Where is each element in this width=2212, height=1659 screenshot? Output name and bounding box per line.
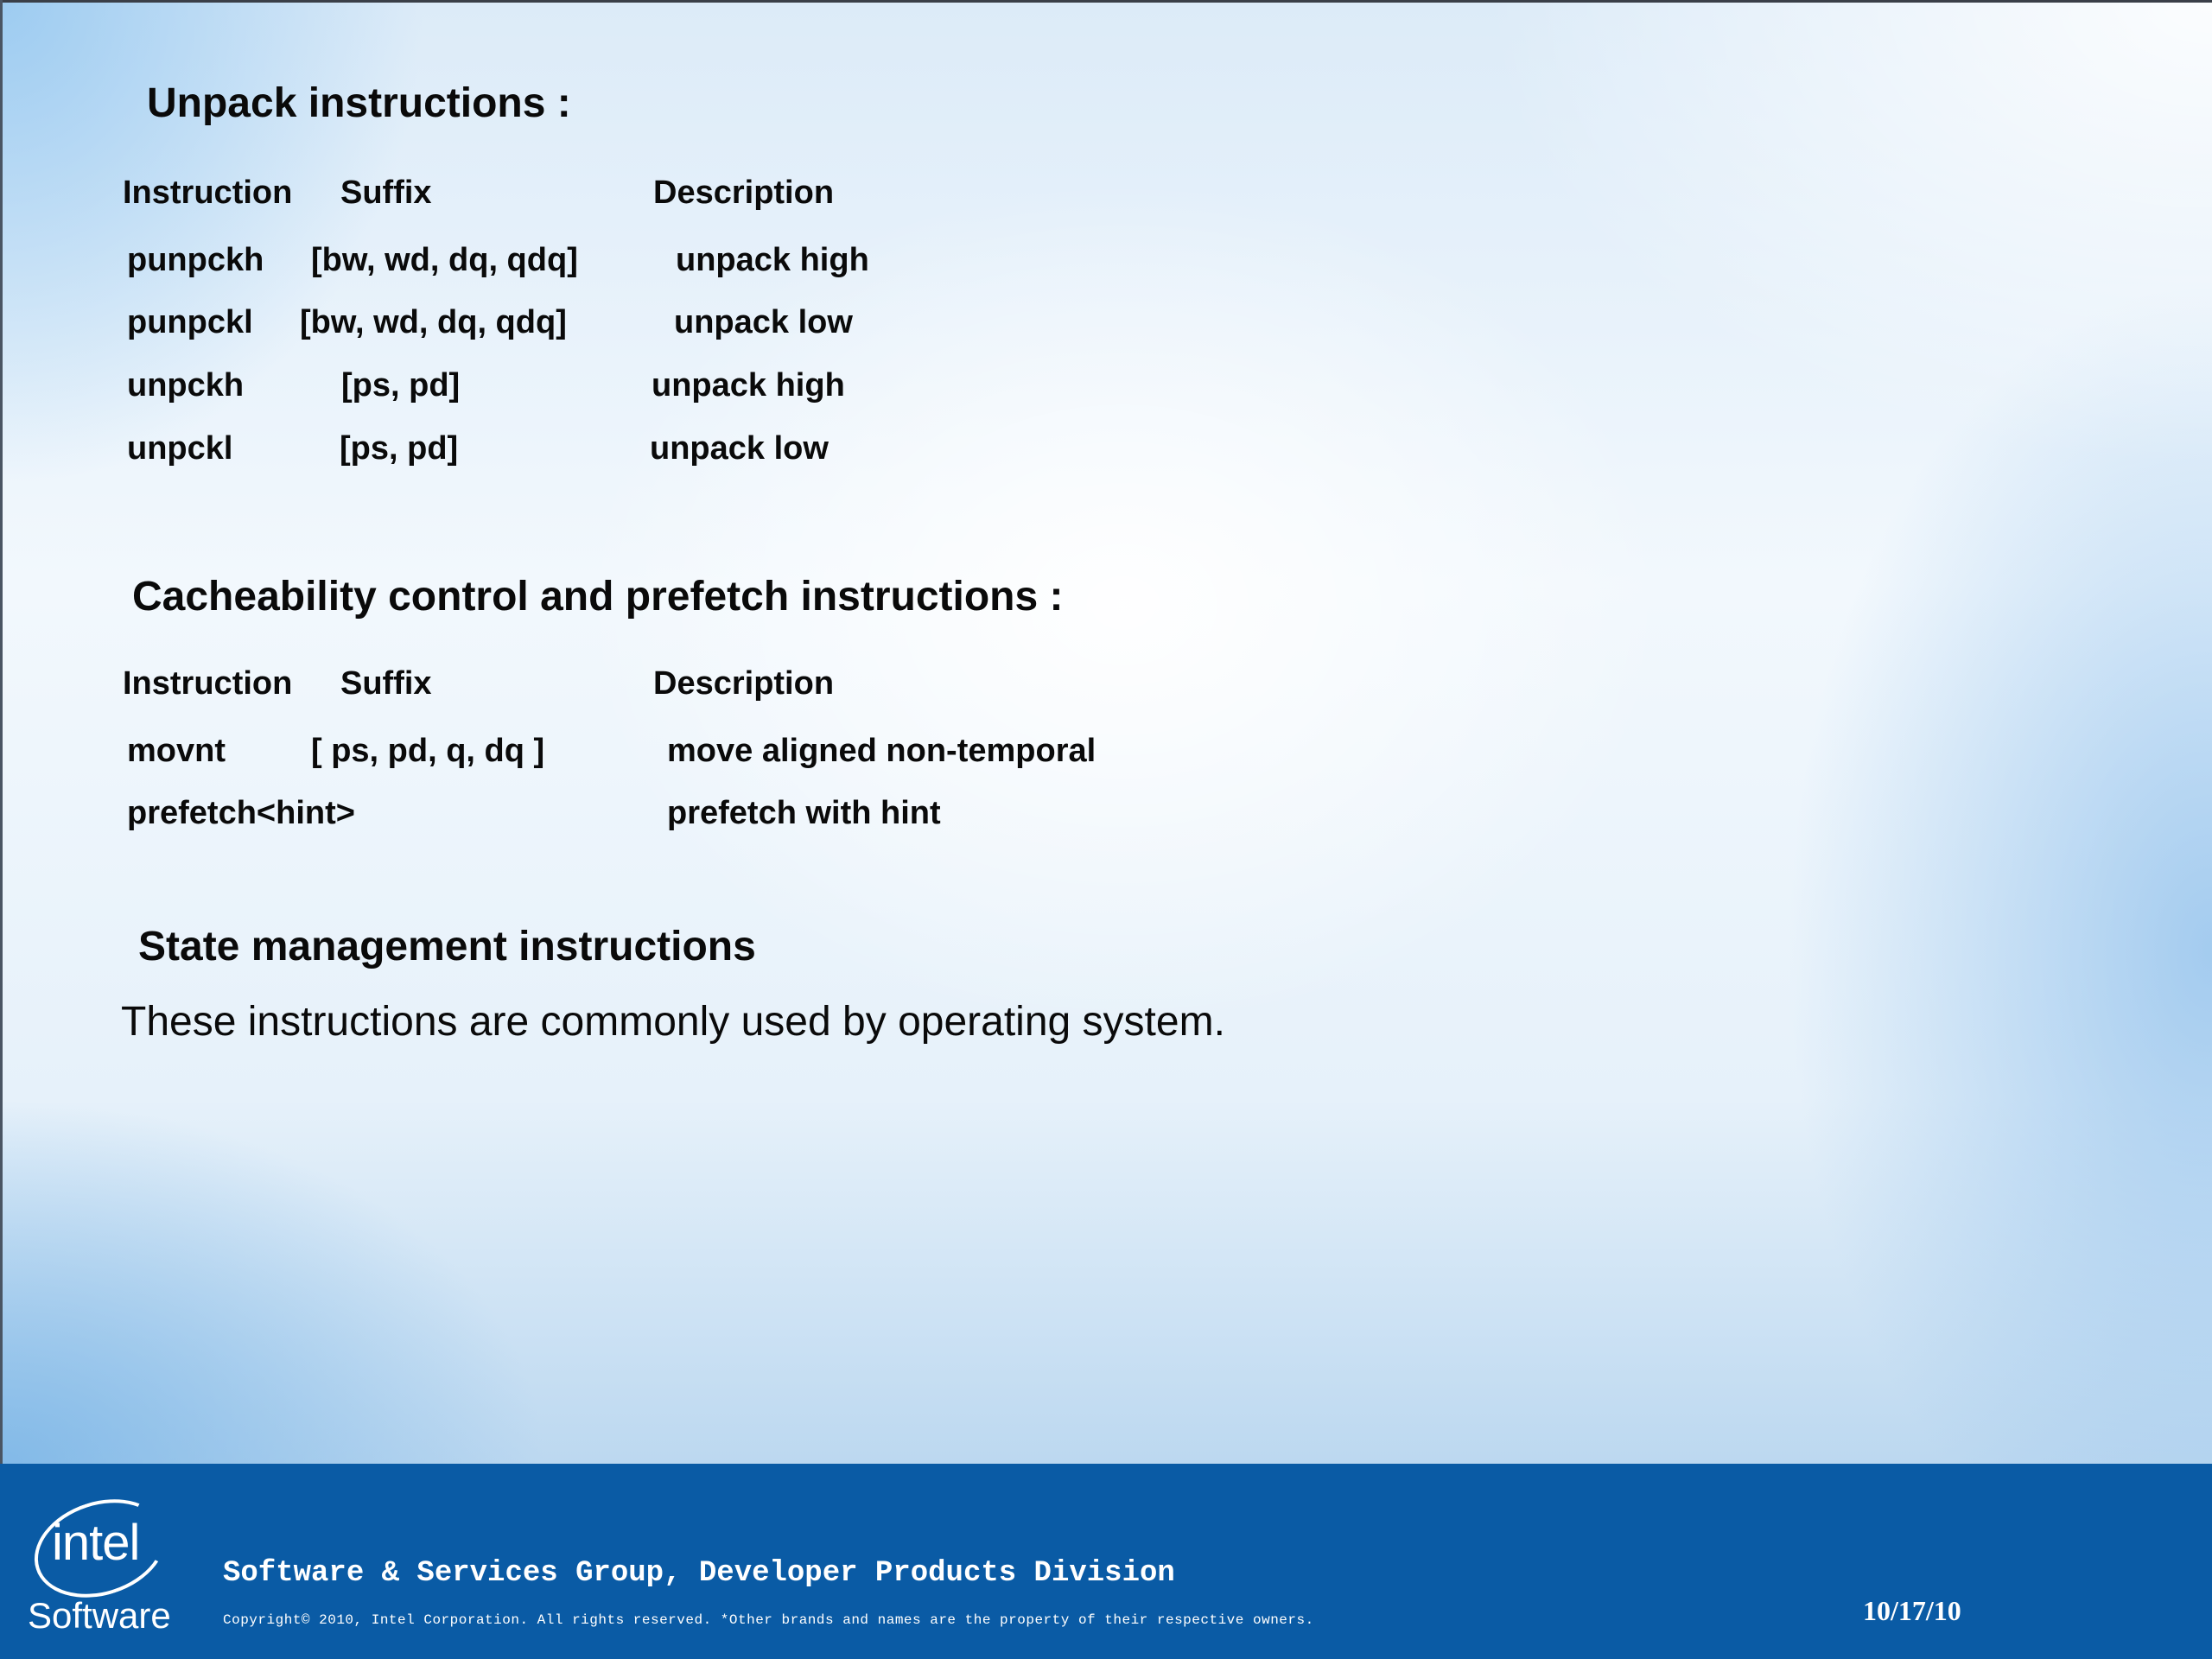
table-cell-description: unpack high	[652, 367, 845, 404]
table-cell-description: unpack low	[674, 304, 853, 340]
intel-logo	[26, 1498, 173, 1637]
cache-heading: Cacheability control and prefetch instructions :	[132, 574, 1064, 620]
cache-header-suffix: Suffix	[340, 665, 432, 702]
table-cell-suffix: [ ps, pd, q, dq ]	[311, 733, 545, 769]
state-heading: State management instructions	[138, 924, 756, 969]
table-cell-suffix: [ps, pd]	[340, 430, 459, 467]
top-border	[0, 0, 2212, 3]
table-cell-instruction: movnt	[127, 733, 226, 769]
table-cell-description: unpack high	[676, 242, 869, 278]
table-cell-description: prefetch with hint	[667, 795, 941, 831]
table-cell-instruction: unpckl	[127, 430, 233, 467]
table-cell-suffix: [ps, pd]	[341, 367, 461, 404]
table-cell-description: unpack low	[650, 430, 829, 467]
logo-wordmark: intel	[52, 1515, 140, 1571]
unpack-heading: Unpack instructions :	[147, 80, 571, 126]
cache-header-description: Description	[653, 665, 835, 702]
unpack-header-description: Description	[653, 175, 835, 211]
footer-copyright: Copyright© 2010, Intel Corporation. All rights reserved. *Other brands and names are the property of their respective owners.	[223, 1612, 1314, 1628]
logo-subtitle: Software	[28, 1595, 171, 1636]
footer-date: 10/17/10	[1863, 1595, 1961, 1626]
table-cell-instruction: punpckh	[127, 242, 264, 278]
footer-title: Software & Services Group, Developer Products Division	[223, 1557, 1175, 1590]
table-cell-suffix: [bw, wd, dq, qdq]	[300, 304, 567, 340]
table-cell-suffix: [bw, wd, dq, qdq]	[311, 242, 578, 278]
left-border	[0, 0, 3, 1464]
state-description: These instructions are commonly used by operating system.	[121, 999, 1225, 1045]
cache-header-instruction: Instruction	[123, 665, 293, 702]
table-cell-instruction: unpckh	[127, 367, 245, 404]
table-cell-description: move aligned non-temporal	[667, 733, 1096, 769]
unpack-header-instruction: Instruction	[123, 175, 293, 211]
unpack-header-suffix: Suffix	[340, 175, 432, 211]
footer-bar	[0, 1464, 2212, 1659]
table-cell-instruction: punpckl	[127, 304, 253, 340]
table-cell-instruction: prefetch<hint>	[127, 795, 355, 831]
